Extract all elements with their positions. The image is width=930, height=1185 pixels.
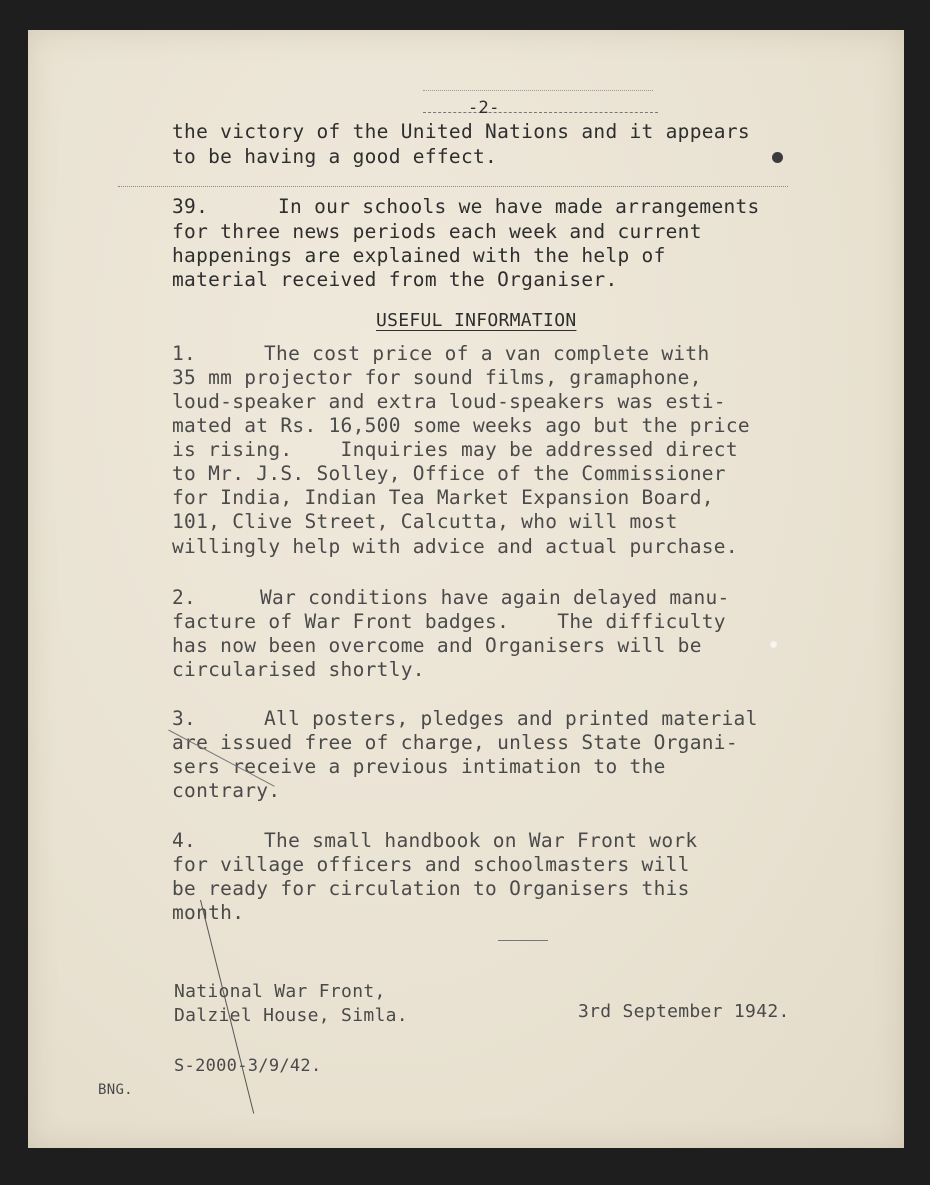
item-1-line-4: mated at Rs. 16,500 some weeks ago but the price bbox=[172, 414, 750, 437]
item-1-line-1: The cost price of a van complete with bbox=[264, 342, 710, 365]
para-39-line-3: happenings are explained with the help of bbox=[172, 244, 666, 267]
page-number: -2- bbox=[468, 98, 500, 118]
footer-date: 3rd September 1942. bbox=[578, 1001, 790, 1022]
item-3-line-2: are issued free of charge, unless State Organi- bbox=[172, 731, 738, 754]
footer-initials: BNG. bbox=[98, 1082, 133, 1098]
item-3-line-4: contrary. bbox=[172, 779, 281, 802]
top-divider bbox=[423, 90, 653, 91]
item-4-line-2: for village officers and schoolmasters will bbox=[172, 853, 690, 876]
item-1-line-3: loud-speaker and extra loud-speakers was esti- bbox=[172, 390, 726, 413]
section-heading: USEFUL INFORMATION bbox=[376, 310, 577, 331]
item-1-line-8: 101, Clive Street, Calcutta, who will most bbox=[172, 510, 678, 533]
para-39-line-4: material received from the Organiser. bbox=[172, 268, 618, 291]
para-39-number: 39. bbox=[172, 195, 209, 218]
punch-hole-mark bbox=[769, 640, 778, 649]
item-2-line-4: circularised shortly. bbox=[172, 658, 425, 681]
item-4-line-3: be ready for circulation to Organisers this bbox=[172, 877, 690, 900]
page-number-rule bbox=[423, 112, 658, 113]
item-1-line-5: is rising. Inquiries may be addressed direct bbox=[172, 438, 738, 461]
item-4-number: 4. bbox=[172, 829, 197, 852]
footer-org-line-1: National War Front, bbox=[174, 981, 386, 1002]
item-1-number: 1. bbox=[172, 342, 197, 365]
intro-line-2: to be having a good effect. bbox=[172, 145, 498, 168]
closing-rule bbox=[498, 940, 548, 941]
footer-reference: S-2000-3/9/42. bbox=[174, 1056, 322, 1076]
item-2-number: 2. bbox=[172, 586, 197, 609]
item-1-line-6: to Mr. J.S. Solley, Office of the Commissioner bbox=[172, 462, 726, 485]
para-39-line-1: In our schools we have made arrangements bbox=[278, 195, 760, 218]
item-1-line-2: 35 mm projector for sound films, gramaphone, bbox=[172, 366, 702, 389]
item-2-line-1: War conditions have again delayed manu- bbox=[260, 586, 730, 609]
punch-hole-mark bbox=[772, 152, 783, 163]
item-1-line-9: willingly help with advice and actual purchase. bbox=[172, 535, 738, 558]
item-3-line-3: sers receive a previous intimation to the bbox=[172, 755, 666, 778]
section-divider bbox=[118, 186, 788, 187]
document-page bbox=[28, 30, 904, 1148]
item-1-line-7: for India, Indian Tea Market Expansion Board, bbox=[172, 486, 714, 509]
item-3-line-1: All posters, pledges and printed material bbox=[264, 707, 758, 730]
para-39-line-2: for three news periods each week and current bbox=[172, 220, 702, 243]
item-4-line-1: The small handbook on War Front work bbox=[264, 829, 698, 852]
item-3-number: 3. bbox=[172, 707, 197, 730]
item-2-line-3: has now been overcome and Organisers will be bbox=[172, 634, 702, 657]
intro-line-1: the victory of the United Nations and it appears bbox=[172, 120, 750, 143]
item-4-line-4: month. bbox=[172, 901, 245, 924]
footer-org-line-2: Dalziel House, Simla. bbox=[174, 1005, 408, 1026]
item-2-line-2: facture of War Front badges. The difficulty bbox=[172, 610, 726, 633]
